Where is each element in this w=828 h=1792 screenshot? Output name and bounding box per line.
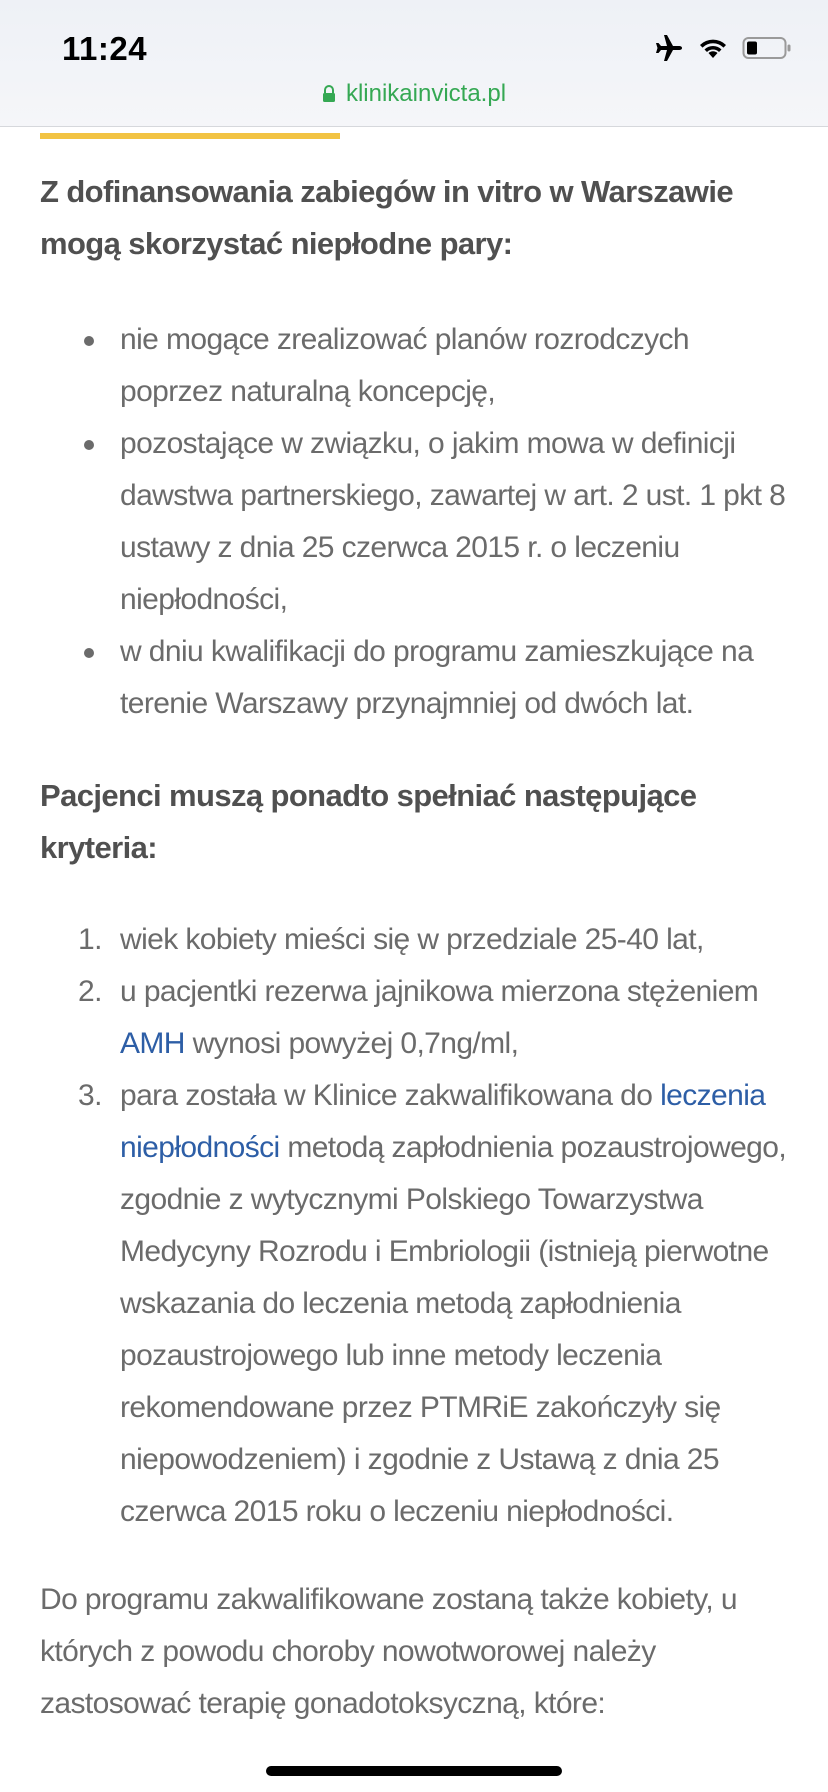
section-heading-criteria: Pacjenci muszą ponadto spełniać następujące kryteria:	[40, 778, 697, 865]
infertility-treatment-link[interactable]: leczenia niepłodności	[120, 1079, 766, 1164]
status-bar	[0, 0, 828, 127]
lock-icon	[322, 82, 336, 110]
wifi-icon	[698, 36, 728, 60]
eligibility-list	[40, 314, 792, 730]
list-item	[40, 626, 792, 730]
bullet-icon	[84, 440, 94, 450]
list-number: 2.	[78, 975, 102, 1008]
closing-paragraph: Do programu zakwalifikowane zostaną także kobiety, u których z powodu choroby nowotworowej należy zastosować terapię gonadotoksyczną, które:	[40, 1583, 737, 1720]
url-text: klinikainvicta.pl	[345, 80, 507, 107]
list-item-text: nie mogące zrealizować planów rozrodczych poprzez naturalną koncepcję,	[120, 323, 690, 408]
list-number: 1.	[78, 923, 102, 956]
article-content	[40, 166, 792, 1730]
list-item	[40, 418, 792, 626]
address-bar[interactable]	[0, 80, 828, 110]
list-item	[40, 914, 792, 966]
criteria-list	[40, 914, 792, 1538]
status-icons	[654, 34, 792, 62]
list-item-text-after: wynosi powyżej 0,7ng/ml,	[184, 1027, 519, 1060]
list-item-text-after: metodą zapłodnienia pozaustrojowego, zgodnie z wytycznymi Polskiego Towarzystwa Medycyny Rozrodu i Embriologii (istnieją pierwotne wskazania do leczenia metodą zapłodnienia pozaustrojowego lub inne metody leczenia rekomendowane przez PTMRiE zakończyły się niepowodzeniem) i zgodnie z Ustawą z dnia 25 czerwca 2015 roku o leczeniu niepłodności.	[120, 1131, 787, 1528]
list-item	[40, 314, 792, 418]
accent-divider	[40, 133, 340, 139]
bullet-icon	[84, 336, 94, 346]
list-item-text-before: u pacjentki rezerwa jajnikowa mierzona stężeniem	[120, 975, 759, 1008]
status-time: 11:24	[62, 30, 148, 67]
battery-icon	[742, 36, 792, 60]
list-item-text-before: para została w Klinice zakwalifikowana do	[120, 1079, 661, 1112]
amh-link[interactable]: AMH	[120, 1027, 185, 1060]
list-number: 3.	[78, 1079, 102, 1112]
list-item	[40, 1070, 792, 1538]
section-heading-eligibility: Z dofinansowania zabiegów in vitro w Warszawie mogą skorzystać niepłodne pary:	[40, 174, 733, 261]
list-item-text: w dniu kwalifikacji do programu zamieszkujące na terenie Warszawy przynajmniej od dwóch lat.	[120, 635, 754, 720]
bullet-icon	[84, 648, 94, 658]
home-indicator[interactable]	[266, 1766, 562, 1776]
list-item-text: wiek kobiety mieści się w przedziale 25-40 lat,	[120, 923, 704, 956]
airplane-icon	[654, 34, 684, 62]
list-item	[40, 966, 792, 1070]
list-item-text: pozostające w związku, o jakim mowa w definicji dawstwa partnerskiego, zawartej w art. 2 ust. 1 pkt 8 ustawy z dnia 25 czerwca 2015 r. o leczeniu niepłodności,	[120, 427, 786, 616]
